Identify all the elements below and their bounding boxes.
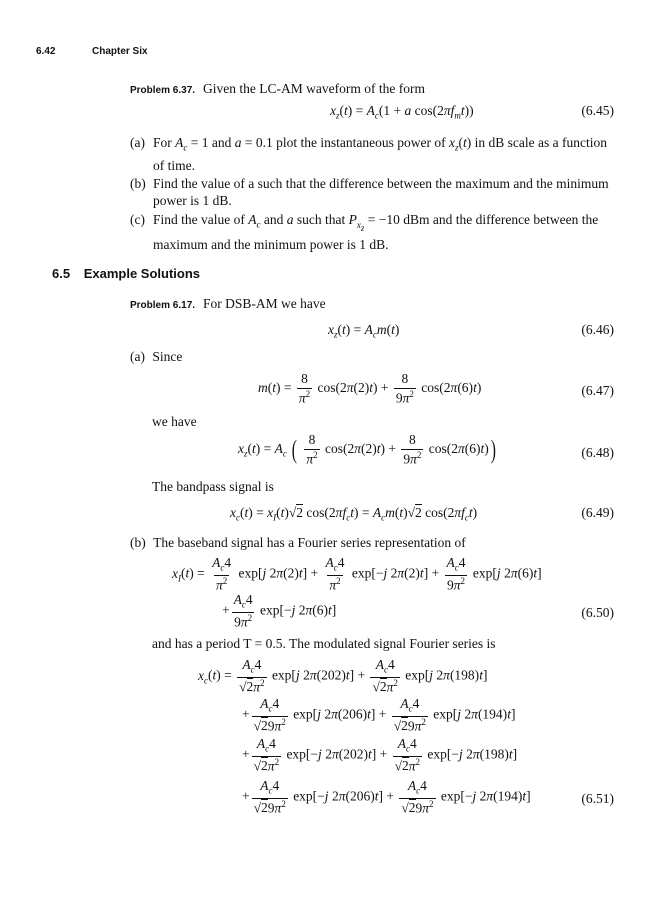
part-c-label: (c) <box>130 212 145 227</box>
section-number: 6.5 <box>52 266 71 281</box>
part-b-baseband <box>130 534 466 551</box>
part-b-label: (b) <box>130 535 146 550</box>
problem-intro: Given the LC-AM waveform of the form <box>203 81 425 96</box>
part-b-label: (b) <box>130 176 146 191</box>
part-b-text: Find the value of a such that the difference between the maximum and the minimum power is 1 dB. <box>153 176 609 208</box>
page-number: 6.42 <box>36 46 56 57</box>
baseband-text: The baseband signal has a Fourier series representation of <box>153 535 466 550</box>
equation-number: (6.51) <box>581 791 614 806</box>
section-heading <box>52 266 200 281</box>
equation-6-49: $x_c(t) = x_I(t)√2$ $\cos(2\pi f_ct) = A_cm(t)√2$ $\cos(2\pi f_ct)$ <box>230 505 478 523</box>
equation-6-51-line4: + $\frac{A_c4}{√29\pi^2}$ exp[−j 2π(206)t] + $\frac{A_c4}{√29\pi^2}$ exp[−j 2π(194)t] <box>242 778 531 816</box>
equation-6-46: $x_z(t) = A_cm(t)$ <box>328 322 400 340</box>
equation-6-50-line2: + $\frac{A_c4}{9\pi^2}$ exp[−j 2π(6)t] <box>222 592 337 630</box>
equation-number: (6.49) <box>581 505 614 520</box>
chapter-title: Chapter Six <box>92 46 148 57</box>
equation-number: (6.50) <box>581 605 614 620</box>
problem-label: Problem 6.37. <box>130 85 196 96</box>
equation-number: (6.46) <box>581 322 614 337</box>
equation-6-51-line3: + $\frac{A_c4}{√2\pi^2}$ exp[−j 2π(202)t] + $\frac{A_c4}{√2\pi^2}$ exp[−j 2π(198)t] <box>242 736 518 774</box>
equation-6-48: $x_z(t) = A_c$ ( $\frac{8}{\pi^2}$ cos(2π(2)t) + $\frac{8}{9\pi^2}$ cos(2π(6)t)) <box>238 432 496 467</box>
equation-6-45: $x_z(t) = A_c(1 + a$ $\cos(2\pi f_mt)$) <box>330 103 474 121</box>
problem-label: Problem 6.17. <box>130 300 196 311</box>
equation-6-51-line2: + $\frac{A_c4}{√29\pi^2}$ exp[j 2π(206)t] + $\frac{A_c4}{√29\pi^2}$ exp[j 2π(194)t] <box>242 696 516 734</box>
part-a-since <box>130 348 182 365</box>
period-text: and has a period T = 0.5. The modulated signal Fourier series is <box>152 636 496 651</box>
part-a-label: (a) <box>130 135 145 150</box>
equation-number: (6.48) <box>581 445 614 460</box>
part-a-text: For $A_c = 1$ and a = 0.1 plot the instantaneous power of $x_z(t)$ in dB scale as a function of time. <box>153 135 607 173</box>
equation-number: (6.47) <box>581 383 614 398</box>
part-c-text: Find the value of $A_c$ and a such that $P_{x_z} = -10$ dBm and the difference between the maximum and the minimum power is 1 dB. <box>153 212 599 253</box>
part-a <box>130 134 145 152</box>
we-have-text: we have <box>152 414 197 429</box>
problem-intro: For DSB-AM we have <box>203 296 326 311</box>
equation-6-47: m(t) = $\frac{8}{\pi^2}$ cos(2π(2)t) + $\frac{8}{9\pi^2}$ cos(2π(6)t) <box>258 371 482 406</box>
since-text: Since <box>152 349 183 364</box>
part-a-label: (a) <box>130 349 145 364</box>
equation-number: (6.45) <box>581 103 614 118</box>
bandpass-text: The bandpass signal is <box>152 479 274 494</box>
problem-6-17-heading <box>130 295 326 313</box>
section-title: Example Solutions <box>83 266 201 281</box>
problem-6-37-heading <box>130 80 425 98</box>
part-c <box>130 211 145 229</box>
equation-6-51-line1: $x_c(t)$ = $\frac{A_c4}{√2\pi^2}$ exp[j 2π(202)t] + $\frac{A_c4}{√2\pi^2}$ exp[j 2π(198)t] <box>198 657 488 695</box>
part-b <box>130 175 146 193</box>
equation-6-50-line1: $x_I(t)$ = $\frac{A_c4}{\pi^2}$ exp[j 2π(2)t] + $\frac{A_c4}{\pi^2}$ exp[−j 2π(2)t] + $\frac{A_c4}{9\pi^2}$ exp[j 2π(6)t] <box>172 555 542 593</box>
